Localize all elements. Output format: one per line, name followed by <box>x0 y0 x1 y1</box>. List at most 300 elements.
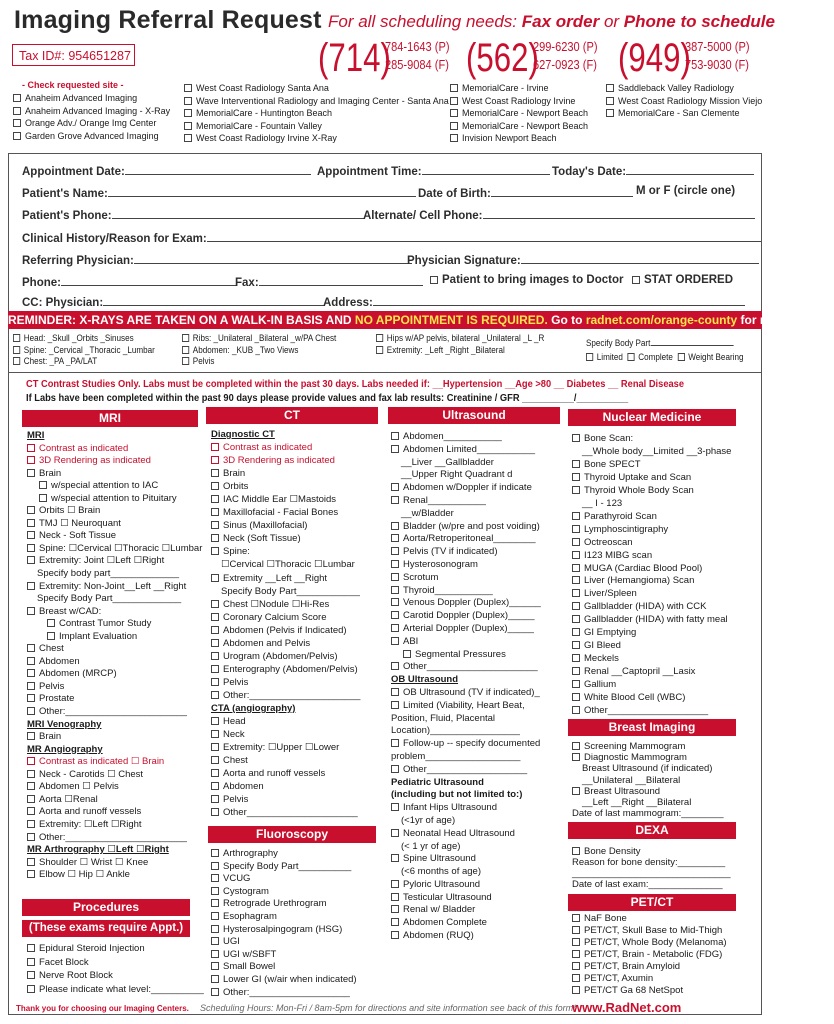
checkbox[interactable] <box>391 496 399 504</box>
list-item[interactable]: Neck - Carotids ☐ Chest <box>27 769 202 782</box>
checkbox[interactable] <box>572 615 580 623</box>
checkbox[interactable] <box>572 628 580 636</box>
list-item[interactable]: ______________________________ <box>572 868 731 879</box>
checkbox[interactable] <box>27 757 35 765</box>
list-item[interactable]: Aorta and runoff vessels <box>27 806 202 819</box>
list-item[interactable]: Limited (Viability, Heart Beat, <box>391 700 541 713</box>
checkbox[interactable] <box>572 847 580 855</box>
list-item[interactable]: MRI Venography <box>27 718 102 730</box>
checkbox[interactable] <box>572 589 580 597</box>
checkbox[interactable] <box>391 688 399 696</box>
checkbox[interactable] <box>211 547 219 555</box>
list-item[interactable]: Pelvis (TV if indicated) <box>391 546 541 559</box>
checkbox[interactable] <box>184 134 192 142</box>
checkbox[interactable] <box>211 769 219 777</box>
list-item[interactable]: Invision Newport Beach <box>450 132 588 145</box>
list-item[interactable]: VCUG <box>211 873 357 886</box>
list-item[interactable]: Abdomen Complete <box>391 917 541 930</box>
checkbox[interactable] <box>606 109 614 117</box>
pet-ct-list[interactable] <box>572 913 727 997</box>
checkbox[interactable] <box>184 122 192 130</box>
list-item[interactable]: IAC Middle Ear ☐Mastoids <box>211 493 360 506</box>
list-item[interactable]: UGI w/SBFT <box>211 949 357 962</box>
list-item[interactable]: 3D Rendering as indicated <box>211 454 360 467</box>
sites-col-3[interactable] <box>450 82 588 145</box>
list-item[interactable]: Extremity __Left __Right <box>211 572 360 585</box>
checkbox[interactable] <box>47 632 55 640</box>
list-item[interactable]: Chest <box>27 643 202 656</box>
list-item[interactable]: Neck - Soft Tissue <box>27 530 202 543</box>
phone-field[interactable]: Phone: <box>22 274 237 289</box>
checkbox[interactable] <box>391 598 399 606</box>
list-item[interactable]: __Upper Right Quadrant d <box>401 469 513 481</box>
checkbox[interactable] <box>27 985 35 993</box>
checkbox[interactable] <box>211 443 219 451</box>
list-item[interactable]: Liver (Hemangioma) Scan <box>572 575 731 588</box>
list-item[interactable]: Hysterosalpingogram (HSG) <box>211 924 357 937</box>
checkbox[interactable] <box>27 519 35 527</box>
dob-field[interactable]: Date of Birth: <box>418 185 633 200</box>
list-item[interactable]: Testicular Ultrasound <box>391 892 541 905</box>
list-item[interactable]: Date of last exam:______________ <box>572 879 723 890</box>
list-item[interactable]: Specify Body Part____________ <box>221 585 360 597</box>
list-item[interactable]: Pyloric Ultrasound <box>391 879 541 892</box>
list-item[interactable]: Pelvis <box>27 681 202 694</box>
checkbox[interactable] <box>182 334 189 342</box>
list-item[interactable]: Other___________________ <box>572 705 731 718</box>
list-item[interactable]: PET/CT, Brain Amyloid <box>572 961 727 973</box>
list-item[interactable]: Orange Adv./ Orange Img Center <box>13 117 170 130</box>
list-item[interactable]: Arthrography <box>211 848 357 861</box>
list-item[interactable]: PET/CT, Whole Body (Melanoma) <box>572 937 727 949</box>
fax-field[interactable]: Fax: <box>235 274 423 289</box>
checkbox[interactable] <box>211 950 219 958</box>
checkbox[interactable] <box>391 662 399 670</box>
list-item[interactable]: PET/CT, Brain - Metabolic (FDG) <box>572 949 727 961</box>
checkbox[interactable] <box>391 931 399 939</box>
list-item[interactable]: West Coast Radiology Irvine X-Ray <box>184 132 449 145</box>
list-item[interactable]: __Whole body__Limited __3-phase <box>582 445 732 457</box>
sex-field[interactable]: M or F (circle one) <box>636 185 736 197</box>
checkbox[interactable] <box>211 626 219 634</box>
ct-list[interactable] <box>211 428 360 819</box>
checkbox[interactable] <box>13 119 21 127</box>
list-item[interactable]: __Unilateral __Bilateral <box>582 774 681 786</box>
checkbox[interactable] <box>376 346 383 354</box>
list-item[interactable]: Position, Fluid, Placental <box>391 712 496 724</box>
list-item[interactable]: Octreoscan <box>572 537 731 550</box>
list-item[interactable]: 3D Rendering as indicated <box>27 455 202 468</box>
specify-body-part-field[interactable]: Specify Body Part <box>586 336 733 350</box>
list-item[interactable]: __Liver __Gallbladder <box>401 456 494 468</box>
checkbox[interactable] <box>211 912 219 920</box>
checkbox[interactable] <box>211 887 219 895</box>
checkbox[interactable] <box>211 988 219 996</box>
fluoroscopy-list[interactable] <box>211 848 357 999</box>
checkbox[interactable] <box>211 925 219 933</box>
checkbox[interactable] <box>391 803 399 811</box>
list-item[interactable]: MR Arthrography ☐Left ☐Right <box>27 844 169 856</box>
list-item[interactable]: PET/CT, Axumin <box>572 973 727 985</box>
checkbox[interactable] <box>211 652 219 660</box>
checkbox[interactable] <box>211 756 219 764</box>
sites-col-1[interactable] <box>13 92 170 142</box>
list-item[interactable]: Segmental Pressures <box>391 649 541 662</box>
list-item[interactable]: Maxillofacial - Facial Bones <box>211 506 360 519</box>
checkbox[interactable] <box>211 937 219 945</box>
list-item[interactable]: Lower GI (w/air when indicated) <box>211 974 357 987</box>
mri-list[interactable] <box>27 430 202 882</box>
list-item[interactable]: (<1yr of age) <box>401 814 456 826</box>
list-item[interactable]: Abdomen Limited___________ <box>391 444 541 457</box>
list-item[interactable]: Coronary Calcium Score <box>211 611 360 624</box>
checkbox[interactable] <box>27 732 35 740</box>
checkbox[interactable] <box>211 849 219 857</box>
list-item[interactable]: Follow-up -- specify documented <box>391 738 541 751</box>
xray-col-3[interactable] <box>376 333 544 356</box>
list-item[interactable]: Neonatal Head Ultrasound <box>391 828 541 841</box>
list-item[interactable]: Specify Body Part_____________ <box>37 593 182 605</box>
checkbox[interactable] <box>572 693 580 701</box>
list-item[interactable]: NaF Bone <box>572 913 727 925</box>
appointment-date-field[interactable]: Appointment Date: <box>22 163 311 178</box>
list-item[interactable]: Abdomen <box>27 656 202 669</box>
list-item[interactable]: __w/Bladder <box>401 507 454 519</box>
checkbox[interactable] <box>211 899 219 907</box>
checkbox[interactable] <box>572 680 580 688</box>
checkbox[interactable] <box>572 512 580 520</box>
checkbox[interactable] <box>27 456 35 464</box>
list-item[interactable]: Hysterosonogram <box>391 559 541 572</box>
list-item[interactable]: Reason for bone density:_________ <box>572 857 726 868</box>
list-item[interactable]: Breast Ultrasound (if indicated) <box>582 763 713 775</box>
procedures-list[interactable] <box>27 942 204 996</box>
list-item[interactable]: Contrast as indicated <box>211 441 360 454</box>
list-item[interactable]: Chest ☐Nodule ☐Hi-Res <box>211 598 360 611</box>
checkbox[interactable] <box>391 880 399 888</box>
checkbox[interactable] <box>572 706 580 714</box>
checkbox[interactable] <box>211 743 219 751</box>
list-item[interactable]: w/special attention to IAC <box>27 480 202 493</box>
list-item[interactable]: w/special attention to Pituitary <box>27 493 202 506</box>
checkbox[interactable] <box>606 97 614 105</box>
checkbox[interactable] <box>211 691 219 699</box>
list-item[interactable]: (<6 months of age) <box>401 866 482 878</box>
checkbox[interactable] <box>27 544 35 552</box>
list-item[interactable]: Pediatric Ultrasound <box>391 776 484 788</box>
list-item[interactable]: CTA (angiography) <box>211 702 296 714</box>
list-item[interactable]: UGI <box>211 936 357 949</box>
list-item[interactable]: Thyroid___________ <box>391 585 541 598</box>
list-item[interactable]: Retrograde Urethrogram <box>211 898 357 911</box>
checkbox[interactable] <box>13 132 21 140</box>
checkbox[interactable] <box>27 469 35 477</box>
list-item[interactable]: problem__________________ <box>391 750 521 762</box>
checkbox[interactable] <box>450 122 458 130</box>
list-item[interactable]: Head <box>211 715 360 728</box>
checkbox[interactable] <box>572 742 580 750</box>
list-item[interactable]: White Blood Cell (WBC) <box>572 692 731 705</box>
checkbox[interactable] <box>572 564 580 572</box>
list-item[interactable]: GI Bleed <box>572 640 731 653</box>
checkbox[interactable] <box>27 944 35 952</box>
checkbox[interactable] <box>376 334 383 342</box>
checkbox[interactable] <box>211 613 219 621</box>
checkbox[interactable] <box>211 534 219 542</box>
checkbox[interactable] <box>13 357 20 365</box>
address-field[interactable]: Address: <box>323 294 745 309</box>
list-item[interactable]: Neck <box>211 728 360 741</box>
list-item[interactable]: Spine: <box>211 545 360 558</box>
todays-date-field[interactable]: Today's Date: <box>552 163 754 178</box>
list-item[interactable]: I123 MIBG scan <box>572 550 731 563</box>
list-item[interactable]: Extremity: _Left _Right _Bilateral <box>376 345 544 357</box>
list-item[interactable]: Brain <box>27 468 202 481</box>
list-item[interactable]: Renal w/ Bladder <box>391 904 541 917</box>
checkbox[interactable] <box>572 602 580 610</box>
ultrasound-list[interactable] <box>391 431 541 943</box>
checkbox[interactable] <box>572 914 580 922</box>
checkbox[interactable] <box>211 782 219 790</box>
checkbox[interactable] <box>572 434 580 442</box>
physician-signature-field[interactable]: Physician Signature: <box>407 252 759 267</box>
list-item[interactable]: Infant Hips Ultrasound <box>391 802 541 815</box>
checkbox[interactable] <box>27 694 35 702</box>
sites-col-2[interactable] <box>184 82 449 145</box>
list-item[interactable]: Location)_________________ <box>391 725 520 737</box>
checkbox[interactable] <box>182 346 189 354</box>
list-item[interactable]: Epidural Steroid Injection <box>27 942 204 956</box>
alternate-phone-field[interactable]: Alternate/ Cell Phone: <box>363 207 755 222</box>
list-item[interactable]: MemorialCare - Newport Beach <box>450 107 588 120</box>
checkbox[interactable] <box>572 938 580 946</box>
list-item[interactable]: Enterography (Abdomen/Pelvis) <box>211 663 360 676</box>
list-item[interactable]: OB Ultrasound <box>391 674 459 686</box>
list-item[interactable]: Aorta ☐Renal <box>27 794 202 807</box>
checkbox[interactable] <box>572 974 580 982</box>
list-item[interactable]: (< 1 yr of age) <box>401 840 461 852</box>
list-item[interactable]: Screening Mammogram <box>572 741 724 752</box>
checkbox[interactable] <box>391 445 399 453</box>
list-item[interactable]: Facet Block <box>27 956 204 970</box>
list-item[interactable]: Sinus (Maxillofacial) <box>211 519 360 532</box>
patient-phone-field[interactable]: Patient's Phone: <box>22 207 364 222</box>
checkbox[interactable] <box>572 551 580 559</box>
checkbox[interactable] <box>572 787 580 795</box>
checkbox[interactable] <box>27 820 35 828</box>
checkbox[interactable] <box>211 795 219 803</box>
appointment-time-field[interactable]: Appointment Time: <box>317 163 550 178</box>
checkbox[interactable] <box>27 556 35 564</box>
breast-imaging-list[interactable] <box>572 741 724 819</box>
list-item[interactable]: Orbits ☐ Brain <box>27 505 202 518</box>
checkbox[interactable] <box>572 460 580 468</box>
checkbox[interactable] <box>184 84 192 92</box>
checkbox[interactable] <box>391 522 399 530</box>
list-item[interactable]: GI Emptying <box>572 627 731 640</box>
checkbox[interactable] <box>211 508 219 516</box>
checkbox[interactable] <box>391 573 399 581</box>
list-item[interactable]: Parathyroid Scan <box>572 511 731 524</box>
list-item[interactable]: Abdomen (RUQ) <box>391 930 541 943</box>
checkbox[interactable] <box>27 444 35 452</box>
list-item[interactable]: Abdomen w/Doppler if indicate <box>391 482 541 495</box>
checkbox[interactable] <box>184 109 192 117</box>
checkbox[interactable] <box>572 486 580 494</box>
list-item[interactable]: Diagnostic Mammogram <box>572 752 724 763</box>
list-item[interactable]: Extremity: Non-Joint__Left __Right <box>27 581 202 594</box>
checkbox[interactable] <box>27 870 35 878</box>
checkbox[interactable] <box>211 665 219 673</box>
sites-col-4[interactable] <box>606 82 762 120</box>
bring-images-checkbox[interactable]: Patient to bring images to Doctor <box>430 274 623 286</box>
list-item[interactable]: Please indicate what level:__________ <box>27 983 204 997</box>
website-link[interactable]: www.RadNet.com <box>572 1000 682 1015</box>
checkbox[interactable] <box>182 357 189 365</box>
list-item[interactable]: (including but not limited to:) <box>391 789 523 801</box>
list-item[interactable]: Arterial Doppler (Duplex)_____ <box>391 623 541 636</box>
checkbox[interactable] <box>27 833 35 841</box>
checkbox[interactable] <box>39 494 47 502</box>
list-item[interactable]: MemorialCare - Newport Beach <box>450 120 588 133</box>
checkbox[interactable] <box>572 950 580 958</box>
list-item[interactable]: Gallbladder (HIDA) with CCK <box>572 601 731 614</box>
checkbox[interactable] <box>27 782 35 790</box>
checkbox[interactable] <box>211 456 219 464</box>
checkbox[interactable] <box>39 481 47 489</box>
list-item[interactable]: Breast w/CAD: <box>27 606 202 619</box>
checkbox[interactable] <box>27 807 35 815</box>
list-item[interactable]: Other_____________________ <box>211 806 360 819</box>
list-item[interactable]: Contrast as indicated ☐ Brain <box>27 756 202 769</box>
list-item[interactable]: Brain <box>211 467 360 480</box>
checkbox[interactable] <box>211 962 219 970</box>
checkbox[interactable] <box>572 538 580 546</box>
checkbox[interactable] <box>391 637 399 645</box>
checkbox[interactable] <box>27 669 35 677</box>
list-item[interactable]: Pelvis <box>182 356 336 368</box>
checkbox[interactable] <box>572 753 580 761</box>
list-item[interactable]: Esophagram <box>211 911 357 924</box>
checkbox[interactable] <box>450 109 458 117</box>
checkbox[interactable] <box>391 547 399 555</box>
list-item[interactable]: Abdomen___________ <box>391 431 541 444</box>
list-item[interactable]: Extremity: ☐Left ☐Right <box>27 819 202 832</box>
xray-col-1[interactable] <box>13 333 155 368</box>
checkbox[interactable] <box>27 607 35 615</box>
checkbox[interactable] <box>450 134 458 142</box>
list-item[interactable]: Bone Density <box>572 846 731 857</box>
list-item[interactable]: Abdomen ☐ Pelvis <box>27 781 202 794</box>
checkbox[interactable] <box>450 97 458 105</box>
clinical-history-field[interactable]: Clinical History/Reason for Exam: <box>22 230 761 245</box>
checkbox[interactable] <box>450 84 458 92</box>
list-item[interactable]: Chest <box>211 754 360 767</box>
dexa-list[interactable] <box>572 846 731 890</box>
list-item[interactable]: Renal __Captopril __Lasix <box>572 666 731 679</box>
checkbox[interactable] <box>391 586 399 594</box>
list-item[interactable]: Wave Interventional Radiology and Imaging Center - Santa Ana <box>184 95 449 108</box>
checkbox[interactable] <box>572 667 580 675</box>
checkbox[interactable] <box>211 469 219 477</box>
list-item[interactable]: Small Bowel <box>211 961 357 974</box>
list-item[interactable]: Extremity: Joint ☐Left ☐Right <box>27 555 202 568</box>
checkbox[interactable] <box>27 682 35 690</box>
checkbox[interactable] <box>27 531 35 539</box>
checkbox[interactable] <box>13 334 20 342</box>
list-item[interactable]: Pelvis <box>211 793 360 806</box>
checkbox[interactable] <box>391 739 399 747</box>
checkbox[interactable] <box>27 770 35 778</box>
list-item[interactable]: __ I - 123 <box>582 497 623 509</box>
checkbox[interactable] <box>27 858 35 866</box>
list-item[interactable]: __Left __Right __Bilateral <box>582 797 692 809</box>
list-item[interactable]: Thyroid Whole Body Scan <box>572 485 731 498</box>
checkbox[interactable] <box>391 560 399 568</box>
list-item[interactable]: Aorta and runoff vessels <box>211 767 360 780</box>
list-item[interactable]: Prostate <box>27 693 202 706</box>
list-item[interactable]: Contrast Tumor Study <box>27 618 202 631</box>
checkbox[interactable] <box>572 473 580 481</box>
list-item[interactable]: PET/CT, Skull Base to Mid-Thigh <box>572 925 727 937</box>
checkbox[interactable] <box>27 506 35 514</box>
checkbox[interactable] <box>572 962 580 970</box>
checkbox[interactable] <box>211 808 219 816</box>
list-item[interactable]: Anaheim Advanced Imaging - X-Ray <box>13 105 170 118</box>
checkbox[interactable] <box>391 854 399 862</box>
list-item[interactable]: Abdomen (MRCP) <box>27 668 202 681</box>
list-item[interactable]: Elbow ☐ Hip ☐ Ankle <box>27 869 202 882</box>
referring-physician-field[interactable]: Referring Physician: <box>22 252 412 267</box>
list-item[interactable]: ABI <box>391 636 541 649</box>
checkbox[interactable] <box>211 717 219 725</box>
list-item[interactable]: OB Ultrasound (TV if indicated)_ <box>391 687 541 700</box>
checkbox[interactable] <box>391 829 399 837</box>
checkbox[interactable] <box>211 495 219 503</box>
list-item[interactable]: Saddleback Valley Radiology <box>606 82 762 95</box>
list-item[interactable]: Abdomen (Pelvis if Indicated) <box>211 624 360 637</box>
list-item[interactable]: TMJ ☐ Neuroquant <box>27 518 202 531</box>
checkbox[interactable] <box>13 94 21 102</box>
list-item[interactable]: MemorialCare - Huntington Beach <box>184 107 449 120</box>
list-item[interactable]: Nerve Root Block <box>27 969 204 983</box>
list-item[interactable]: PET/CT Ga 68 NetSpot <box>572 985 727 997</box>
list-item[interactable]: Urogram (Abdomen/Pelvis) <box>211 650 360 663</box>
checkbox[interactable] <box>211 678 219 686</box>
list-item[interactable]: West Coast Radiology Mission Viejo <box>606 95 762 108</box>
list-item[interactable]: Thyroid Uptake and Scan <box>572 472 731 485</box>
checkbox[interactable] <box>606 84 614 92</box>
checkbox[interactable] <box>572 654 580 662</box>
checkbox[interactable] <box>391 611 399 619</box>
list-item[interactable]: Ribs: _Unilateral _Bilateral _w/PA Chest <box>182 333 336 345</box>
list-item[interactable]: Spine: _Cervical _Thoracic _Lumbar <box>13 345 155 357</box>
list-item[interactable]: Abdomen: _KUB _Two Views <box>182 345 336 357</box>
list-item[interactable]: MemorialCare - Fountain Valley <box>184 120 449 133</box>
xray-col-2[interactable] <box>182 333 336 368</box>
list-item[interactable]: Liver/Spleen <box>572 588 731 601</box>
list-item[interactable]: Brain <box>27 731 202 744</box>
list-item[interactable]: Neck (Soft Tissue) <box>211 532 360 545</box>
checkbox[interactable] <box>391 534 399 542</box>
list-item[interactable]: MUGA (Cardiac Blood Pool) <box>572 563 731 576</box>
list-item[interactable]: Orbits <box>211 480 360 493</box>
list-item[interactable]: MR Angiography <box>27 743 103 755</box>
list-item[interactable]: Meckels <box>572 653 731 666</box>
list-item[interactable]: Other:_____________________ <box>211 689 360 702</box>
list-item[interactable]: Cystogram <box>211 886 357 899</box>
checkbox[interactable] <box>391 432 399 440</box>
